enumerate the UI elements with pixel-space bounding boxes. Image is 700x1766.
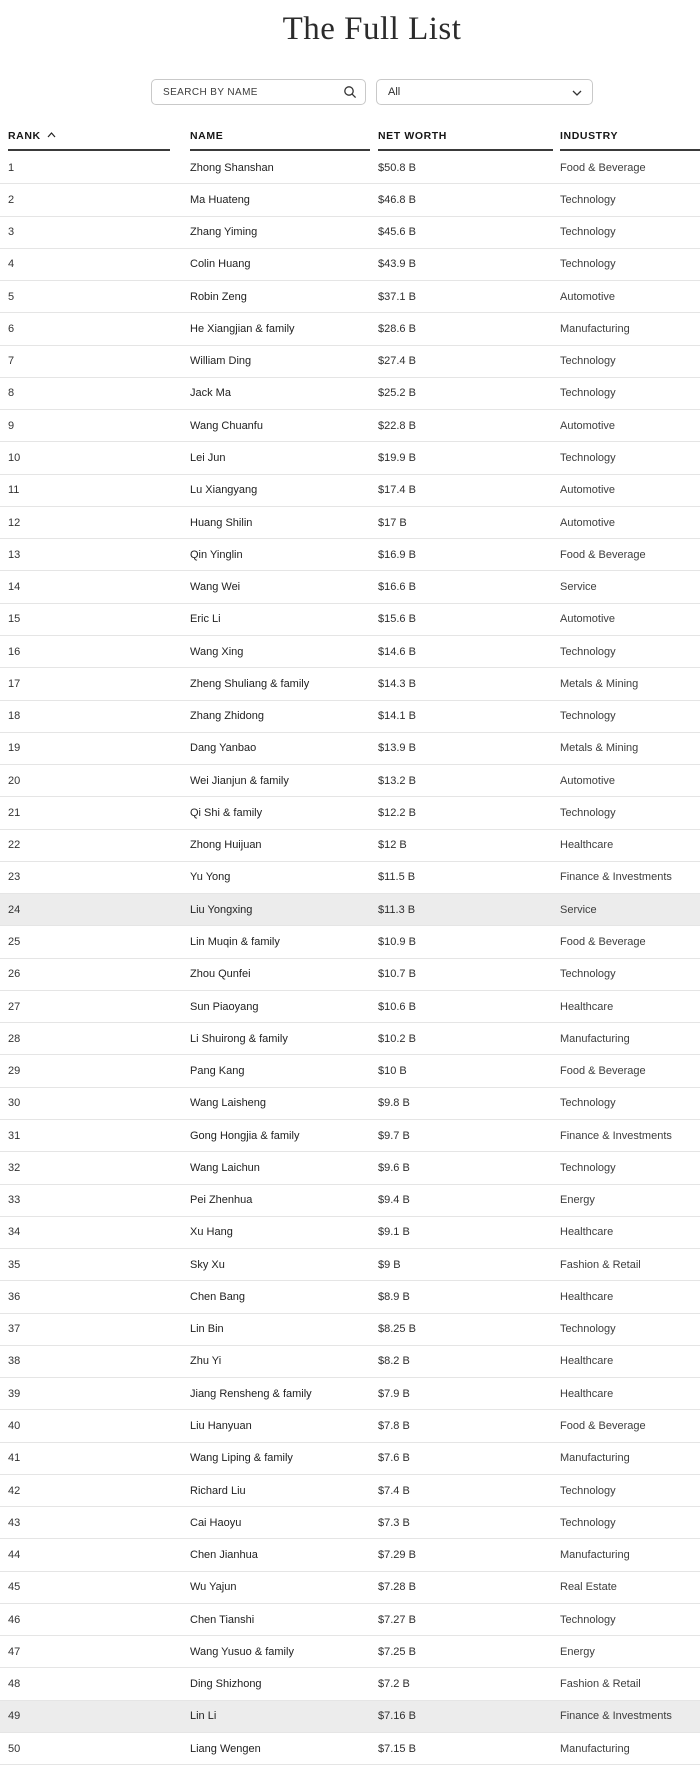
industry-filter-value: All	[388, 86, 401, 98]
column-header-networth-label: NET WORTH	[378, 130, 447, 142]
networth-cell: $7.15 B	[378, 1742, 416, 1755]
industry-cell: Healthcare	[560, 1000, 614, 1013]
table-row[interactable]	[0, 1378, 700, 1410]
table-row[interactable]	[0, 1475, 700, 1507]
industry-cell: Food & Beverage	[560, 1065, 646, 1078]
column-header-networth[interactable]	[378, 130, 553, 151]
table-row[interactable]	[0, 1346, 700, 1378]
industry-cell: Metals & Mining	[560, 742, 639, 755]
rank-cell: 46	[8, 1613, 21, 1626]
name-cell: Ding Shizhong	[190, 1678, 262, 1691]
industry-cell: Service	[560, 581, 597, 594]
name-cell: Wang Liping & family	[190, 1452, 293, 1465]
column-header-industry[interactable]	[560, 130, 700, 151]
rank-cell: 23	[8, 871, 21, 884]
chevron-down-icon	[572, 90, 582, 96]
networth-cell: $14.6 B	[378, 645, 416, 658]
rank-cell: 49	[8, 1710, 21, 1723]
name-cell: Jiang Rensheng & family	[190, 1387, 312, 1400]
table-row[interactable]	[0, 507, 700, 539]
industry-cell: Manufacturing	[560, 1742, 630, 1755]
table-row[interactable]	[0, 475, 700, 507]
table-row[interactable]	[0, 636, 700, 668]
rank-cell: 29	[8, 1065, 21, 1078]
table-row[interactable]	[0, 249, 700, 281]
name-cell: William Ding	[190, 355, 252, 368]
rank-cell: 1	[8, 161, 15, 174]
table-row[interactable]	[0, 668, 700, 700]
networth-cell: $11.3 B	[378, 903, 416, 916]
rank-cell: 7	[8, 355, 15, 368]
rank-cell: 24	[8, 903, 21, 916]
table-row[interactable]	[0, 152, 700, 184]
industry-cell: Technology	[560, 258, 616, 271]
rank-cell: 15	[8, 613, 21, 626]
networth-cell: $9.7 B	[378, 1129, 410, 1142]
networth-cell: $9.1 B	[378, 1226, 410, 1239]
networth-cell: $7.25 B	[378, 1645, 416, 1658]
table-row[interactable]	[0, 1088, 700, 1120]
rank-cell: 11	[8, 484, 20, 497]
table-row[interactable]	[0, 926, 700, 958]
table-row[interactable]	[0, 539, 700, 571]
table-row[interactable]	[0, 959, 700, 991]
name-cell: Lin Bin	[190, 1323, 224, 1336]
networth-cell: $9.8 B	[378, 1097, 410, 1110]
networth-cell: $16.9 B	[378, 548, 416, 561]
name-cell: Colin Huang	[190, 258, 251, 271]
industry-cell: Manufacturing	[560, 1452, 630, 1465]
table-row[interactable]	[0, 830, 700, 862]
search-input[interactable]	[151, 79, 366, 105]
table-row[interactable]	[0, 571, 700, 603]
industry-cell: Technology	[560, 645, 616, 658]
rank-cell: 28	[8, 1032, 21, 1045]
industry-cell: Finance & Investments	[560, 871, 672, 884]
networth-cell: $43.9 B	[378, 258, 416, 271]
industry-cell: Real Estate	[560, 1581, 617, 1594]
name-cell: Liang Wengen	[190, 1742, 261, 1755]
name-cell: Lin Li	[190, 1710, 217, 1723]
networth-cell: $16.6 B	[378, 581, 416, 594]
name-cell: Qi Shi & family	[190, 806, 263, 819]
rank-cell: 43	[8, 1516, 21, 1529]
rank-cell: 10	[8, 452, 21, 465]
networth-cell: $22.8 B	[378, 419, 416, 432]
networth-cell: $9 B	[378, 1258, 401, 1271]
networth-cell: $7.4 B	[378, 1484, 410, 1497]
rank-cell: 33	[8, 1194, 21, 1207]
networth-cell: $10.2 B	[378, 1032, 416, 1045]
industry-cell: Technology	[560, 806, 616, 819]
networth-cell: $7.3 B	[378, 1516, 410, 1529]
industry-cell: Service	[560, 903, 597, 916]
column-header-rank-label: RANK	[8, 130, 41, 142]
table-row[interactable]	[0, 1185, 700, 1217]
name-cell: Yu Yong	[190, 871, 231, 884]
table-row[interactable]	[0, 797, 700, 829]
name-cell: Lei Jun	[190, 452, 226, 465]
table-row[interactable]	[0, 217, 700, 249]
networth-cell: $9.4 B	[378, 1194, 410, 1207]
industry-cell: Technology	[560, 355, 616, 368]
name-cell: Zheng Shuliang & family	[190, 677, 310, 690]
name-cell: Wang Xing	[190, 645, 244, 658]
rank-cell: 50	[8, 1742, 21, 1755]
table-row[interactable]	[0, 1443, 700, 1475]
rank-cell: 25	[8, 936, 21, 948]
industry-cell: Technology	[560, 1613, 616, 1626]
name-cell: Wang Yusuo & family	[190, 1645, 294, 1658]
name-cell: Zhong Shanshan	[190, 161, 274, 174]
name-cell: Chen Jianhua	[190, 1549, 258, 1562]
rank-cell: 5	[8, 290, 15, 303]
industry-cell: Fashion & Retail	[560, 1678, 641, 1691]
name-cell: Xu Hang	[190, 1226, 233, 1239]
rank-cell: 30	[8, 1097, 21, 1110]
rank-cell: 14	[8, 581, 21, 594]
rank-cell: 45	[8, 1581, 21, 1594]
name-cell: Wang Laisheng	[190, 1097, 267, 1110]
name-cell: Li Shuirong & family	[190, 1032, 288, 1045]
rank-cell: 27	[8, 1000, 21, 1013]
name-cell: Lu Xiangyang	[190, 484, 258, 497]
name-cell: Cai Haoyu	[190, 1516, 242, 1529]
name-cell: Pang Kang	[190, 1065, 245, 1078]
name-cell: Sun Piaoyang	[190, 1000, 259, 1013]
rank-cell: 44	[8, 1549, 21, 1562]
networth-cell: $17.4 B	[378, 484, 416, 497]
table-row[interactable]	[0, 1410, 700, 1442]
industry-cell: Technology	[560, 1161, 616, 1174]
rank-cell: 13	[8, 548, 21, 561]
rank-cell: 22	[8, 839, 21, 852]
name-cell: Eric Li	[190, 613, 221, 626]
industry-cell: Manufacturing	[560, 1549, 630, 1562]
industry-cell: Technology	[560, 193, 616, 206]
table-row[interactable]	[0, 604, 700, 636]
industry-cell: Automotive	[560, 419, 616, 432]
rank-cell: 36	[8, 1290, 21, 1303]
industry-cell: Automotive	[560, 484, 616, 497]
rank-cell: 37	[8, 1323, 21, 1336]
industry-cell: Healthcare	[560, 839, 614, 852]
networth-cell: $8.25 B	[378, 1323, 416, 1336]
name-cell: Sky Xu	[190, 1258, 225, 1271]
industry-cell: Manufacturing	[560, 322, 630, 335]
industry-cell: Food & Beverage	[560, 1419, 646, 1432]
industry-cell: Energy	[560, 1194, 595, 1207]
table-row[interactable]	[0, 410, 700, 442]
networth-cell: $8.2 B	[378, 1355, 410, 1368]
rank-cell: 40	[8, 1419, 21, 1432]
table-row[interactable]	[0, 991, 700, 1023]
name-cell: Huang Shilin	[190, 516, 253, 529]
rank-cell: 42	[8, 1484, 21, 1497]
rank-cell: 38	[8, 1355, 21, 1368]
industry-cell: Healthcare	[560, 1290, 614, 1303]
networth-cell: $7.29 B	[378, 1549, 416, 1562]
networth-cell: $19.9 B	[378, 452, 416, 465]
networth-cell: $10 B	[378, 1065, 407, 1078]
rank-cell: 17	[8, 677, 21, 690]
networth-cell: $46.8 B	[378, 193, 416, 206]
rank-cell: 48	[8, 1678, 21, 1691]
rank-cell: 21	[8, 806, 21, 819]
industry-cell: Healthcare	[560, 1355, 614, 1368]
networth-cell: $27.4 B	[378, 355, 416, 368]
name-cell: Wu Yajun	[190, 1581, 237, 1594]
name-cell: Robin Zeng	[190, 290, 247, 303]
rank-cell: 34	[8, 1226, 21, 1239]
networth-cell: $7.8 B	[378, 1419, 410, 1432]
networth-cell: $37.1 B	[378, 290, 416, 303]
networth-cell: $45.6 B	[378, 226, 416, 239]
networth-cell: $10.9 B	[378, 936, 416, 948]
industry-cell: Food & Beverage	[560, 936, 646, 948]
industry-cell: Food & Beverage	[560, 161, 646, 174]
rank-cell: 4	[8, 258, 15, 271]
industry-cell: Automotive	[560, 290, 616, 303]
networth-cell: $7.2 B	[378, 1678, 410, 1691]
name-cell: Chen Tianshi	[190, 1613, 255, 1626]
networth-cell: $12.2 B	[378, 806, 416, 819]
table-row[interactable]	[0, 765, 700, 797]
networth-cell: $12 B	[378, 839, 407, 852]
rank-cell: 8	[8, 387, 15, 400]
search-box	[151, 79, 366, 105]
table-row[interactable]	[0, 1636, 700, 1668]
rank-cell: 32	[8, 1161, 21, 1174]
name-cell: Wei Jianjun & family	[190, 774, 289, 787]
name-cell: Dang Yanbao	[190, 742, 257, 755]
rank-cell: 2	[8, 193, 15, 206]
rank-cell: 35	[8, 1258, 21, 1271]
networth-cell: $14.1 B	[378, 710, 416, 723]
table-row[interactable]	[0, 442, 700, 474]
rank-cell: 26	[8, 968, 21, 981]
industry-cell: Finance & Investments	[560, 1710, 672, 1723]
table-row[interactable]	[0, 184, 700, 216]
networth-cell: $17 B	[378, 516, 407, 529]
table-rows	[0, 152, 700, 1765]
table-row[interactable]	[0, 1539, 700, 1571]
rank-cell: 18	[8, 710, 21, 723]
table-row[interactable]	[0, 378, 700, 410]
search-icon	[343, 85, 357, 99]
networth-cell: $7.16 B	[378, 1710, 416, 1723]
networth-cell: $25.2 B	[378, 387, 416, 400]
industry-cell: Finance & Investments	[560, 1129, 672, 1142]
networth-cell: $10.7 B	[378, 968, 416, 981]
table-row[interactable]	[0, 1604, 700, 1636]
table-row[interactable]	[0, 1249, 700, 1281]
industry-cell: Technology	[560, 710, 616, 723]
industry-cell: Healthcare	[560, 1387, 614, 1400]
name-cell: Chen Bang	[190, 1290, 246, 1303]
table-row[interactable]	[0, 701, 700, 733]
industry-cell: Automotive	[560, 613, 616, 626]
rank-cell: 31	[8, 1129, 21, 1142]
table-row[interactable]	[0, 894, 700, 926]
column-header-name-label: NAME	[190, 130, 224, 142]
rank-cell: 20	[8, 774, 21, 787]
name-cell: Liu Yongxing	[190, 903, 253, 916]
industry-cell: Technology	[560, 452, 616, 465]
industry-cell: Food & Beverage	[560, 548, 646, 561]
name-cell: Wang Wei	[190, 581, 241, 594]
networth-cell: $7.9 B	[378, 1387, 410, 1400]
column-header-name[interactable]	[190, 130, 370, 151]
table-row[interactable]	[0, 1314, 700, 1346]
networth-cell: $11.5 B	[378, 871, 416, 884]
rank-cell: 12	[8, 516, 21, 529]
industry-cell: Energy	[560, 1645, 595, 1658]
table-row[interactable]	[0, 281, 700, 313]
networth-cell: $7.28 B	[378, 1581, 416, 1594]
sort-ascending-icon	[47, 132, 56, 138]
name-cell: Zhong Huijuan	[190, 839, 262, 852]
networth-cell: $13.2 B	[378, 774, 416, 787]
table-row[interactable]	[0, 1152, 700, 1184]
table-header	[8, 130, 700, 151]
industry-cell: Fashion & Retail	[560, 1258, 641, 1271]
filter-controls	[0, 79, 700, 105]
industry-cell: Automotive	[560, 774, 616, 787]
industry-cell: Technology	[560, 1097, 616, 1110]
table-row[interactable]	[0, 1055, 700, 1087]
table-row[interactable]	[0, 1701, 700, 1733]
table-row[interactable]	[0, 1217, 700, 1249]
table-row[interactable]	[0, 733, 700, 765]
industry-filter-dropdown[interactable]	[376, 79, 593, 105]
networth-cell: $15.6 B	[378, 613, 416, 626]
name-cell: Liu Hanyuan	[190, 1419, 252, 1432]
column-header-industry-label: INDUSTRY	[560, 130, 619, 142]
name-cell: Wang Laichun	[190, 1161, 260, 1174]
industry-cell: Healthcare	[560, 1226, 614, 1239]
industry-cell: Technology	[560, 968, 616, 981]
networth-cell: $7.6 B	[378, 1452, 410, 1465]
networth-cell: $7.27 B	[378, 1613, 416, 1626]
name-cell: Zhou Qunfei	[190, 968, 251, 981]
rank-cell: 19	[8, 742, 21, 755]
name-cell: Wang Chuanfu	[190, 419, 263, 432]
industry-cell: Manufacturing	[560, 1032, 630, 1045]
networth-cell: $9.6 B	[378, 1161, 410, 1174]
networth-cell: $10.6 B	[378, 1000, 416, 1013]
name-cell: Gong Hongjia & family	[190, 1129, 300, 1142]
industry-cell: Automotive	[560, 516, 616, 529]
rank-cell: 41	[8, 1452, 21, 1465]
rank-cell: 9	[8, 419, 15, 432]
table-row[interactable]	[0, 1668, 700, 1700]
name-cell: Zhang Zhidong	[190, 710, 264, 723]
rank-cell: 47	[8, 1645, 21, 1658]
table-row[interactable]	[0, 1507, 700, 1539]
name-cell: Lin Muqin & family	[190, 936, 280, 948]
name-cell: Qin Yinglin	[190, 548, 243, 561]
industry-cell: Technology	[560, 1516, 616, 1529]
table-row[interactable]	[0, 1023, 700, 1055]
industry-cell: Technology	[560, 387, 616, 400]
industry-cell: Technology	[560, 1323, 616, 1336]
column-header-rank[interactable]	[8, 130, 170, 151]
name-cell: Pei Zhenhua	[190, 1194, 253, 1207]
networth-cell: $14.3 B	[378, 677, 416, 690]
table-row[interactable]	[0, 862, 700, 894]
networth-cell: $28.6 B	[378, 322, 416, 335]
industry-cell: Technology	[560, 226, 616, 239]
name-cell: Zhu Yi	[190, 1355, 222, 1368]
name-cell: Richard Liu	[190, 1484, 246, 1497]
table-row[interactable]	[0, 313, 700, 345]
networth-cell: $50.8 B	[378, 161, 416, 174]
table-row[interactable]	[0, 1572, 700, 1604]
table-row[interactable]	[0, 1733, 700, 1765]
name-cell: Zhang Yiming	[190, 226, 258, 239]
industry-cell: Technology	[560, 1484, 616, 1497]
table-row[interactable]	[0, 1120, 700, 1152]
networth-cell: $13.9 B	[378, 742, 416, 755]
rank-cell: 39	[8, 1387, 21, 1400]
industry-cell: Metals & Mining	[560, 677, 639, 690]
rank-cell: 3	[8, 226, 15, 239]
networth-cell: $8.9 B	[378, 1290, 410, 1303]
name-cell: Ma Huateng	[190, 193, 250, 206]
name-cell: He Xiangjian & family	[190, 322, 295, 335]
rank-cell: 16	[8, 645, 21, 658]
name-cell: Jack Ma	[190, 387, 231, 400]
table-row[interactable]	[0, 346, 700, 378]
table-row[interactable]	[0, 1281, 700, 1313]
page-title: The Full List	[282, 11, 462, 47]
rank-cell: 6	[8, 322, 15, 335]
